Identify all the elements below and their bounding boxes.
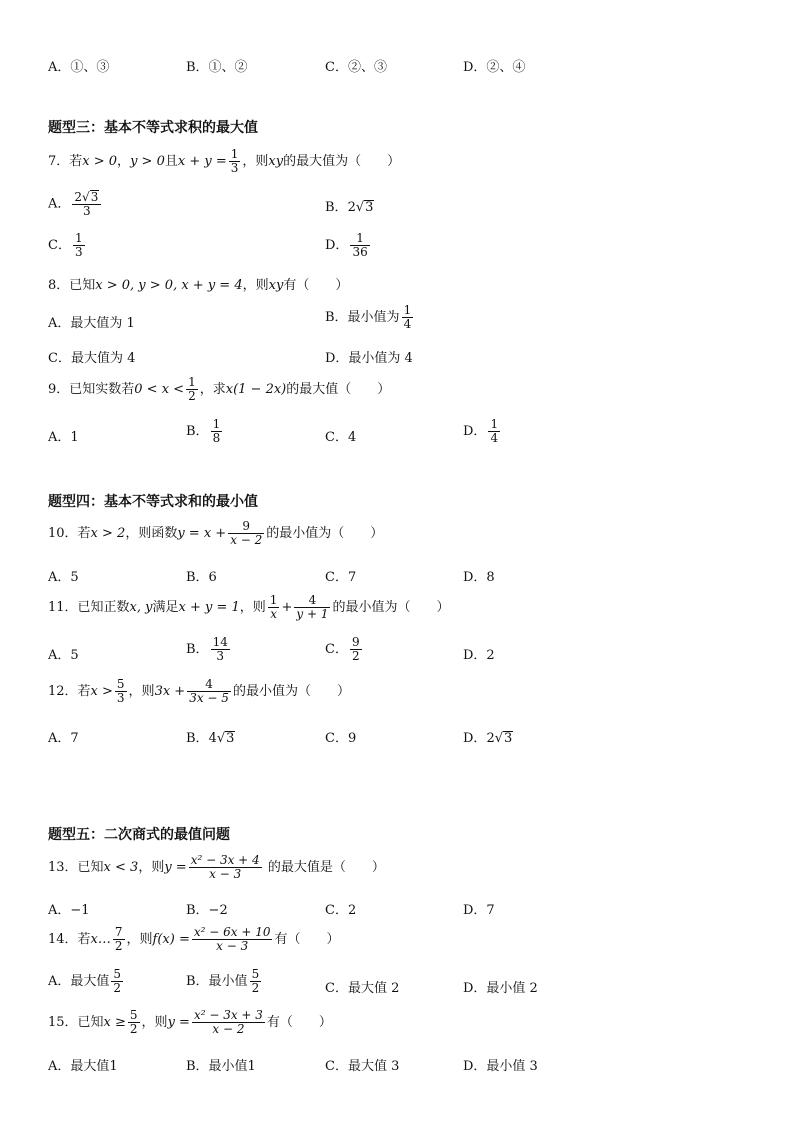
q12-option-b: B．4√3: [186, 731, 235, 746]
section-3-title: 题型三：基本不等式求积的最大值: [48, 120, 258, 136]
question-15: 15．已知x ≥ $\frac{5}{2}$ ，则y = $\frac{\text{x² − 3x + 3}}{x - 2}$ 有（ ）: [48, 1008, 332, 1037]
q9-option-a: A．1: [48, 430, 79, 445]
q12-option-a: A．7: [48, 731, 79, 746]
q15-option-c: C．最大值 3: [325, 1059, 400, 1074]
q7-option-a: A． $\frac{2√3}{3}$: [48, 190, 103, 218]
q6-option-d: D．②、④: [463, 60, 526, 75]
q13-option-d: D．7: [463, 903, 495, 918]
question-7: 7．若x > 0，y > 0且x + y = $\frac{1}{3}$ ，则xy的最大值为（ ）: [48, 147, 401, 176]
q9-option-d: D． $\frac{1}{4}$: [463, 417, 499, 446]
q6-option-c: C．②、③: [325, 60, 387, 75]
q11-option-c: C． $\frac{9}{2}$: [325, 635, 360, 664]
question-13: 13．已知x < 3，则y = $\frac{\text{x² − 3x + 4}}{x - 3}$ 的最大值是（ ）: [48, 853, 385, 882]
q13-option-c: C．2: [325, 903, 357, 918]
q6-option-b: B．①、②: [186, 60, 248, 75]
question-12: 12．若x > $\frac{5}{3}$ ，则3x + $\frac{4}{3x - 5}$ 的最小值为（ ）: [48, 677, 350, 706]
q13-option-a: A．−1: [48, 903, 90, 918]
q14-option-a: A．最大值 $\frac{5}{2}$: [48, 967, 122, 996]
q13-option-b: B．−2: [186, 903, 228, 918]
q12-option-c: C．9: [325, 731, 357, 746]
q12-option-d: D．2√3: [463, 731, 513, 746]
section-5-title: 题型五：二次商式的最值问题: [48, 827, 230, 843]
q7-option-c: C． $\frac{1}{3}$: [48, 231, 83, 260]
q7-fraction: $\frac{1}{3}$: [230, 147, 239, 176]
q11-option-d: D．2: [463, 648, 495, 663]
q11-option-a: A．5: [48, 648, 79, 663]
q8-option-b: B．最小值为 $\frac{1}{4}$: [325, 303, 412, 332]
q9-option-b: B． $\frac{1}{8}$: [186, 417, 221, 446]
q7-option-d: D． $\frac{1}{36}$: [325, 231, 368, 260]
q10-option-d: D．8: [463, 570, 495, 585]
q7-option-b: B．2√3: [325, 200, 374, 215]
q10-option-a: A．5: [48, 570, 79, 585]
q15-option-a: A．最大值1: [48, 1059, 118, 1074]
question-14: 14．若x… $\frac{7}{2}$ ，则f(x) = $\frac{\text{x² − 6x + 10}}{x - 3}$ 有（ ）: [48, 925, 340, 954]
q11-option-b: B． $\frac{14}{3}$: [186, 635, 228, 664]
section-4-title: 题型四：基本不等式求和的最小值: [48, 494, 258, 510]
q14-option-d: D．最小值 2: [463, 981, 538, 996]
q10-option-c: C．7: [325, 570, 357, 585]
q10-option-b: B．6: [186, 570, 217, 585]
q8-option-a: A．最大值为 1: [48, 316, 135, 331]
q8-option-d: D．最小值为 4: [325, 351, 413, 366]
q6-option-a: A．①、③: [48, 60, 110, 75]
question-9: 9．已知实数若0 < x < $\frac{1}{2}$ ，求x(1 − 2x)的最大值（ ）: [48, 375, 391, 404]
q8-option-c: C．最大值为 4: [48, 351, 136, 366]
question-8: 8．已知x > 0, y > 0, x + y = 4，则xy有（ ）: [48, 278, 349, 293]
q14-option-b: B．最小值 $\frac{5}{2}$: [186, 967, 260, 996]
q9-option-c: C．4: [325, 430, 357, 445]
question-11: 11．已知正数x, y满足x + y = 1，则 $\frac{1}{x}$ + $\frac{4}{y + 1}$ 的最小值为（ ）: [48, 593, 450, 622]
q15-option-d: D．最小值 3: [463, 1059, 538, 1074]
q15-option-b: B．最小值1: [186, 1059, 256, 1074]
q14-option-c: C．最大值 2: [325, 981, 400, 996]
question-10: 10．若x > 2，则函数y = x + $\frac{9}{x - 2}$ 的最小值为（ ）: [48, 519, 384, 548]
